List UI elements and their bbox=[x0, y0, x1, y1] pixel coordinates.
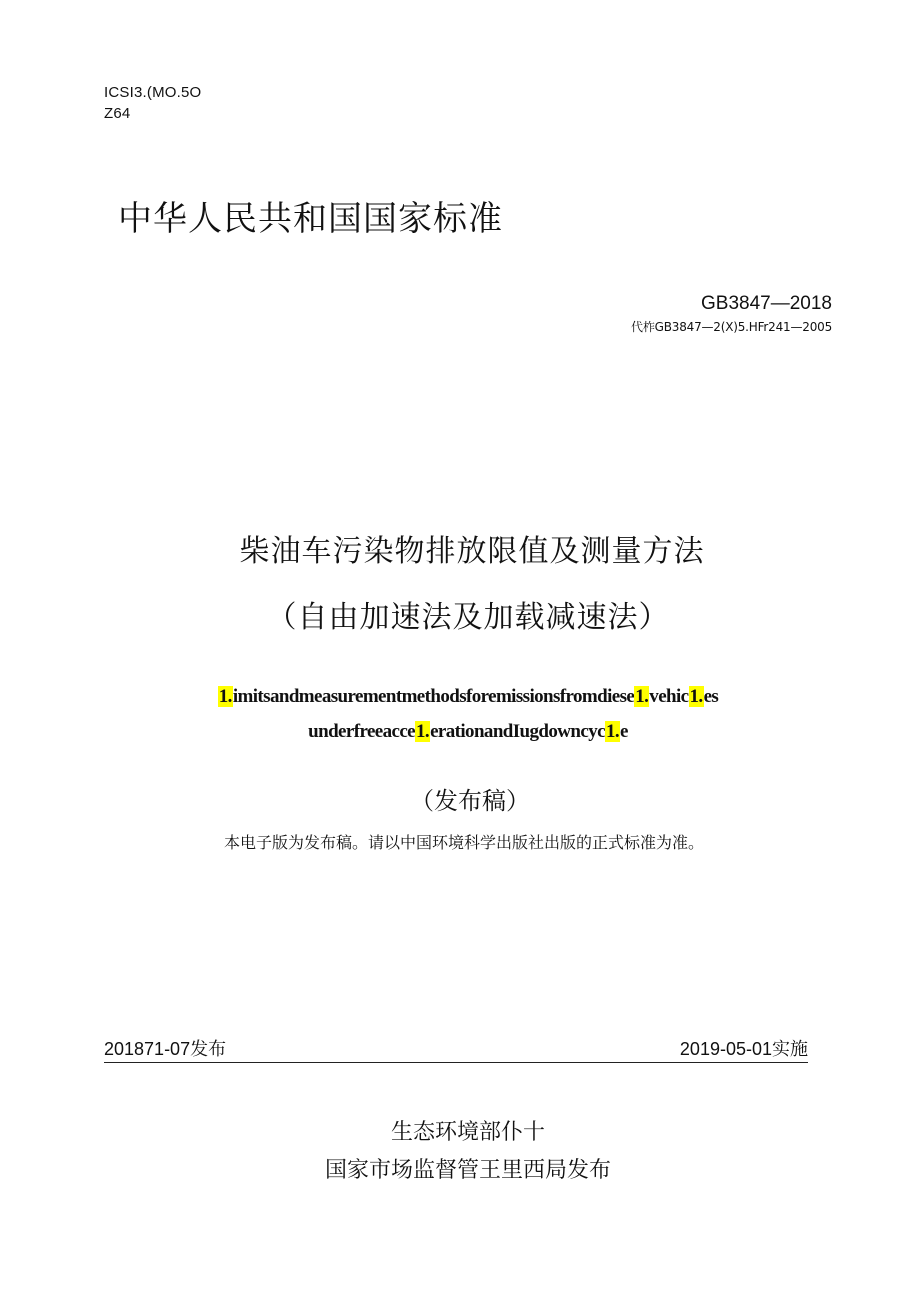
highlight-mark: 1. bbox=[689, 686, 703, 707]
english-title-segment: erationandIugdowncyc bbox=[430, 721, 605, 742]
date-row bbox=[104, 1038, 808, 1063]
english-title-line-1 bbox=[8, 684, 920, 710]
issuer-line-2: 国家市场监督管王里西局发布 bbox=[324, 1158, 611, 1183]
english-title-segment: vehic bbox=[649, 686, 689, 707]
english-title-segment: es bbox=[703, 686, 719, 707]
highlight-mark: 1. bbox=[635, 686, 649, 707]
electronic-version-notice: 本电子版为发布稿。请以中国环境科学出版社出版的正式标准为准。 bbox=[223, 833, 704, 852]
effective-date: 2019-05-01实施 bbox=[679, 1039, 808, 1059]
highlight-mark: 1. bbox=[605, 721, 619, 742]
replaces-standard-line: 代柞GB3847—2(X)5.HFr241—2005 bbox=[631, 320, 832, 334]
english-title-segment: underfreeacce bbox=[308, 721, 416, 742]
ics-code: ICSI3.(MO.5O bbox=[104, 84, 202, 101]
standard-number: GB3847—2018 bbox=[701, 293, 832, 314]
english-title-segment: e bbox=[620, 721, 628, 742]
chinese-title-line-1: 柴油车污染物排放限值及测量方法 bbox=[239, 534, 705, 569]
issue-date: 201871-07发布 bbox=[104, 1039, 227, 1059]
chinese-title-line-2: （自由加速法及加载减速法） bbox=[266, 600, 670, 635]
highlight-mark: 1. bbox=[218, 686, 232, 707]
english-title-segment: imitsandmeasurementmethodsforemissionsfromdiese bbox=[232, 686, 635, 707]
draft-label: （发布稿） bbox=[410, 787, 530, 815]
english-title-line-2 bbox=[8, 719, 920, 745]
national-standard-title: 中华人民共和国国家标准 bbox=[118, 199, 503, 239]
issuer-line-1: 生态环境部仆十 bbox=[390, 1120, 545, 1145]
ccs-code: Z64 bbox=[104, 105, 131, 122]
highlight-mark: 1. bbox=[416, 721, 430, 742]
